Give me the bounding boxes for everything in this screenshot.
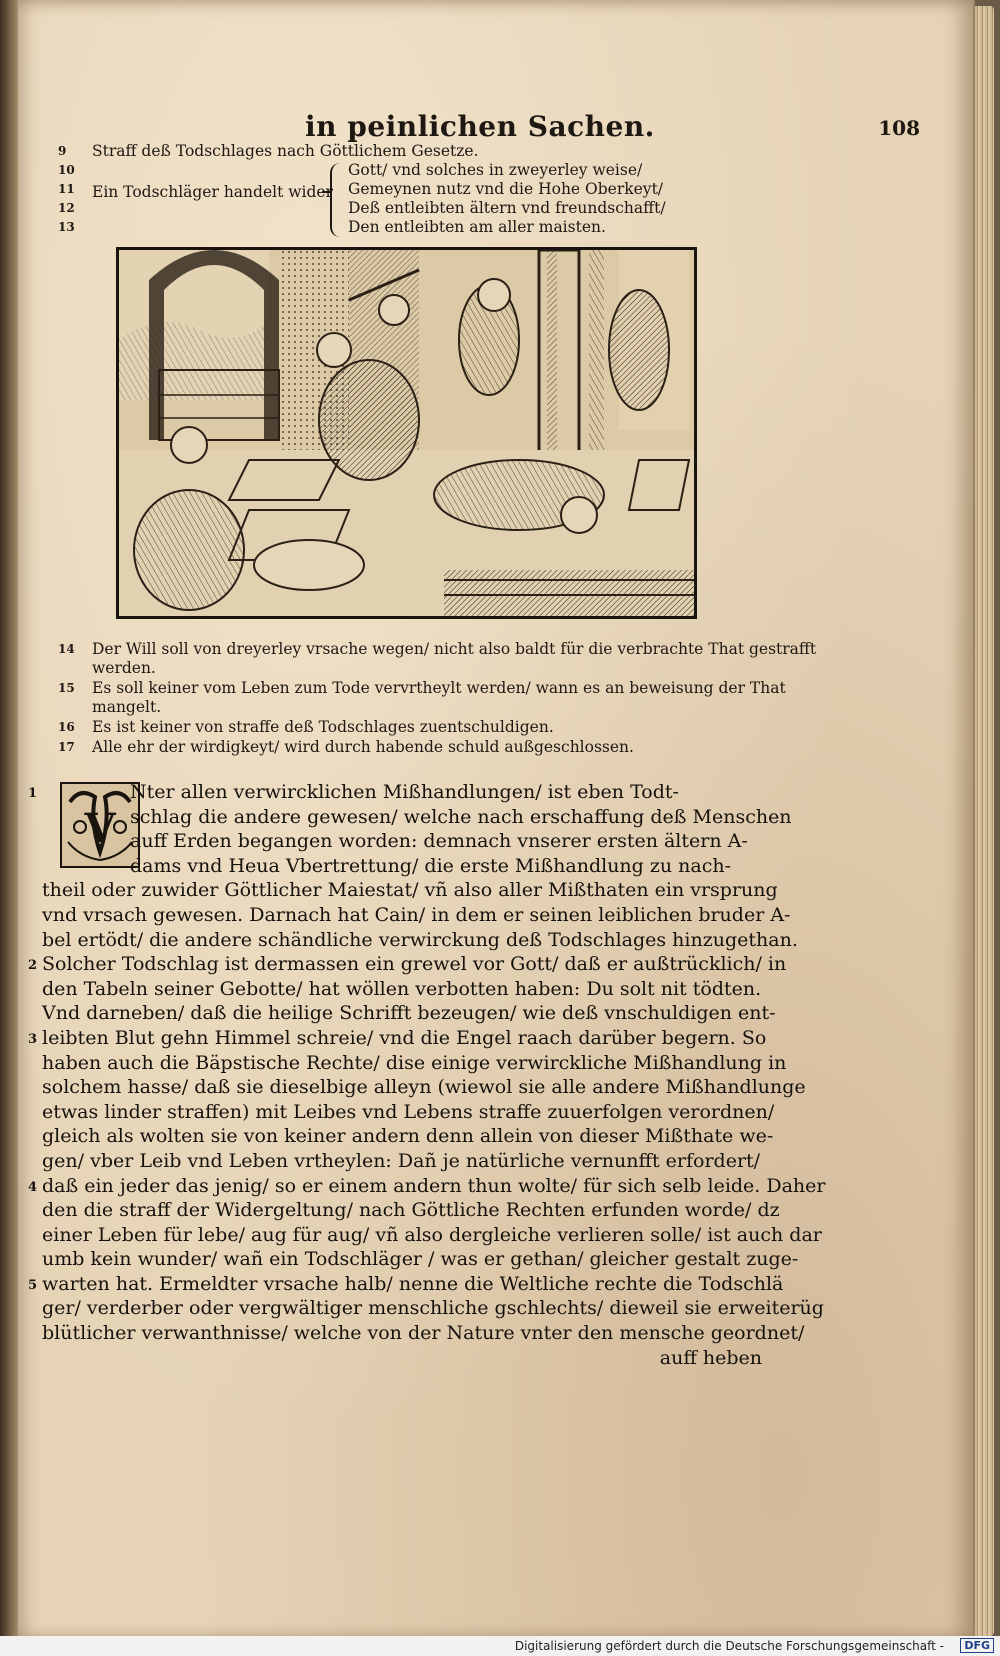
body-line <box>42 1001 802 1026</box>
body-line <box>42 1124 802 1149</box>
body-line-text: schlag die andere gewesen/ welche nach erschaffung deß Menschen <box>130 805 792 828</box>
body-line <box>42 878 802 903</box>
list-item <box>58 738 858 757</box>
curly-brace-icon <box>330 163 346 237</box>
body-line <box>42 854 802 879</box>
woodcut-illustration <box>116 247 697 619</box>
bracket-item: Deß entleibten ältern vnd freundschafft/ <box>348 199 666 217</box>
body-line <box>42 1100 802 1125</box>
list-number: 17 <box>58 740 75 754</box>
list-item <box>58 679 858 717</box>
list-text: Es ist keiner von straffe deß Todschlages zuentschuldigen. <box>92 718 554 736</box>
list-number: 16 <box>58 720 75 734</box>
body-line-text: gleich als wolten sie von keiner andern denn allein von dieser Mißthate we- <box>42 1125 774 1148</box>
body-line <box>42 1075 806 1100</box>
body-line-text: umb kein wunder/ wañ ein Todschläger / was er gethan/ gleicher gestalt zuge- <box>42 1248 799 1271</box>
body-line-text: den die straff der Widergeltung/ nach Göttliche Rechten erfunden worde/ dz <box>42 1199 780 1222</box>
body-line-text: theil oder zuwider Göttlicher Maiestat/ vñ also aller Mißthaten ein vrsprung <box>42 879 778 902</box>
body-line <box>42 1321 805 1346</box>
body-line <box>28 1174 826 1199</box>
body-line-text: den Tabeln seiner Gebotte/ hat wöllen verbotten haben: Du solt nit tödten. <box>42 977 762 1000</box>
body-line-text: etwas linder straffen) mit Leibes vnd Lebens straffe zuuerfolgen verordnen/ <box>42 1100 775 1123</box>
list-text: Alle ehr der wirdigkeyt/ wird durch habende schuld außgeschlossen. <box>92 738 634 756</box>
summary-number: 9 <box>58 144 67 158</box>
bracket-label: Ein Todschläger handelt wider <box>92 183 333 201</box>
bracket-item: Gemeynen nutz vnd die Hohe Oberkeyt/ <box>348 180 664 198</box>
body-line-text: bel ertödt/ die andere schändliche verwirckung deß Todschlages hinzugethan. <box>42 928 798 951</box>
body-line <box>42 805 802 830</box>
body-line <box>42 928 802 953</box>
body-line <box>42 1296 824 1321</box>
body-line <box>42 1247 802 1272</box>
body-line-text: auff Erden begangen worden: demnach vnserer ersten ältern A- <box>130 830 748 853</box>
body-line-text: einer Leben für lebe/ aug für aug/ vñ also dergleiche verlieren solle/ ist auch dar <box>42 1223 822 1246</box>
marginal-number: 2 <box>28 958 38 974</box>
initial-letter: V <box>84 805 116 852</box>
body-line-text: haben auch die Bäpstische Rechte/ dise einige verwirckliche Mißhandlung in <box>42 1051 787 1074</box>
marginal-number: 4 <box>28 1179 38 1195</box>
marginal-number: 5 <box>28 1277 38 1293</box>
body-line-text: Solcher Todschlag ist dermassen ein grewel vor Gott/ daß er außtrücklich/ in <box>42 953 787 976</box>
chapter-summary <box>58 142 878 241</box>
body-line-text: daß ein jeder das jenig/ so er einem andern thun wolte/ für sich selb leide. Daher <box>42 1174 826 1197</box>
body-line <box>42 903 802 928</box>
summary-number: 13 <box>58 220 75 234</box>
bracket-item: Den entleibten am aller maisten. <box>348 218 606 236</box>
running-title: in peinlichen Sachen. <box>305 110 655 143</box>
list-text: Der Will soll von dreyerley vrsache wegen/ nicht also baldt für die verbrachte That gestrafft werden. <box>92 640 817 677</box>
bracket-group <box>58 161 878 241</box>
body-line <box>42 1149 802 1174</box>
digitization-footer <box>0 1636 1000 1656</box>
body-line <box>28 952 802 977</box>
body-line-text: warten hat. Ermeldter vrsache halb/ nenne die Weltliche rechte die Todschlä <box>42 1272 784 1295</box>
body-line <box>42 1223 822 1248</box>
marginal-number: 1 <box>28 786 38 801</box>
summary-number: 11 <box>58 182 75 196</box>
bracket-items <box>348 161 666 237</box>
summary-text: Straff deß Todschlages nach Göttlichem Gesetze. <box>92 142 479 160</box>
list-item <box>58 718 858 737</box>
summary-number: 12 <box>58 201 75 215</box>
body-line-text: gen/ vber Leib vnd Leben vrtheylen: Dañ je natürliche vernunfft erfordert/ <box>42 1149 761 1172</box>
body-line <box>28 1272 802 1297</box>
body-text <box>28 780 826 1370</box>
body-line-text: Vnd darneben/ daß die heilige Schrifft bezeugen/ wie deß vnschuldigen ent- <box>42 1002 776 1025</box>
body-line <box>42 829 802 854</box>
woodcut-scene-icon <box>119 250 694 616</box>
marginal-number: 3 <box>28 1031 38 1047</box>
summary-line <box>58 142 878 161</box>
list-item <box>58 640 858 678</box>
body-line-text: leibten Blut gehn Himmel schreie/ vnd die Engel raach darüber begern. So <box>42 1026 767 1049</box>
catchword: auff heben <box>659 1346 762 1369</box>
body-line-text: blütlicher verwanthnisse/ welche von der Nature vnter den mensche geordnet/ <box>42 1322 805 1345</box>
bracket-numbers <box>58 161 92 237</box>
body-line-text: ger/ verderber oder vergwältiger menschliche gschlechts/ dieweil sie erweiterüg <box>42 1297 824 1320</box>
body-line <box>42 1051 802 1076</box>
body-line-text: dams vnd Heua Vbertrettung/ die erste Mißhandlung zu nach- <box>130 854 732 877</box>
page-number: 108 <box>878 116 920 140</box>
list-number: 15 <box>58 681 75 695</box>
body-line-text: Nter allen verwircklichen Mißhandlungen/ ist eben Todt- <box>130 781 679 803</box>
body-line <box>28 780 802 805</box>
body-line-text: solchem hasse/ daß sie dieselbige alleyn (wiewol sie alle andere Mißhandlunge <box>42 1076 806 1099</box>
bracket-item: Gott/ vnd solches in zweyerley weise/ <box>348 161 643 179</box>
body-line-text: vnd vrsach gewesen. Darnach hat Cain/ in dem er seinen leiblichen bruder A- <box>42 903 791 926</box>
body-line <box>42 1198 802 1223</box>
list-text: Es soll keiner vom Leben zum Tode vervrtheylt werden/ wann es an beweisung der That mangelt. <box>92 679 786 716</box>
dfg-logo: DFG <box>960 1638 994 1653</box>
footer-credit: Digitalisierung gefördert durch die Deutsche Forschungsgemeinschaft - <box>514 1639 944 1653</box>
summary-list <box>58 640 858 758</box>
body-line <box>42 977 802 1002</box>
body-line <box>28 1026 802 1051</box>
summary-number: 10 <box>58 163 75 177</box>
running-header <box>40 110 920 146</box>
list-number: 14 <box>58 642 75 656</box>
